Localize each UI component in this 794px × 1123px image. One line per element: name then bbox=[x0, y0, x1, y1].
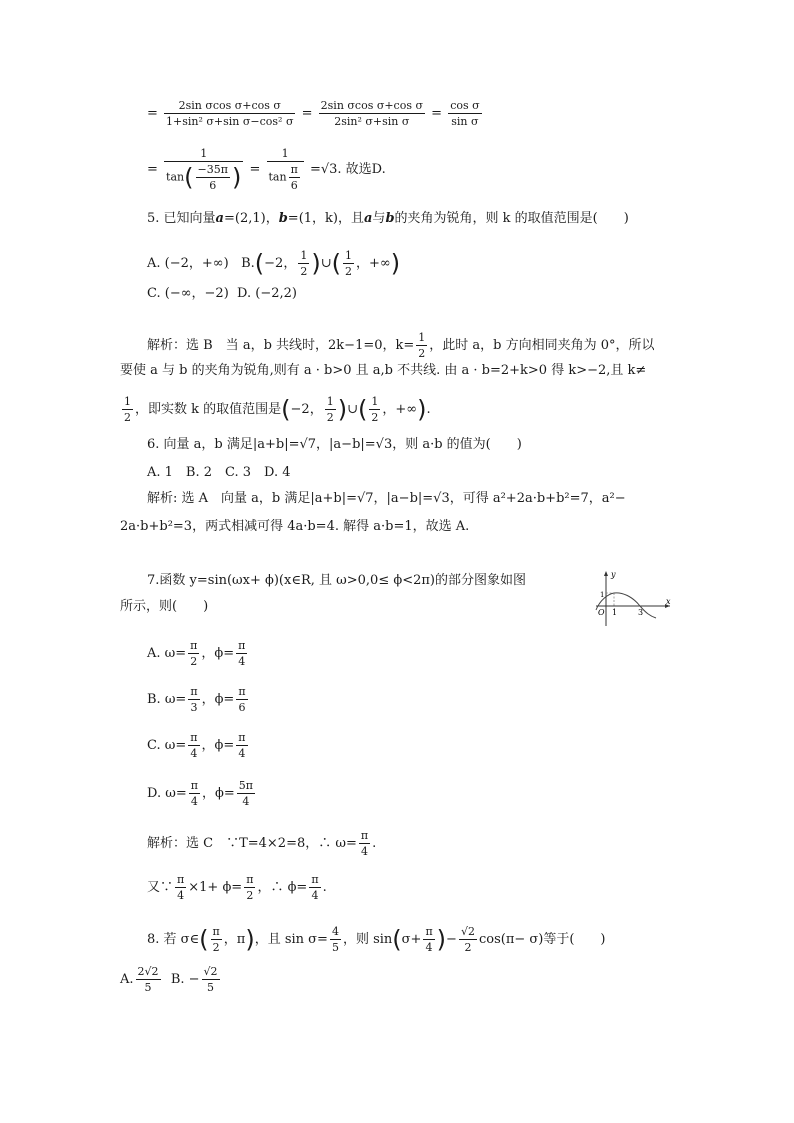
paren: ) bbox=[231, 163, 242, 192]
vector-b: b bbox=[385, 211, 395, 226]
phi-num: π bbox=[238, 731, 246, 744]
fraction-1-num: 2sin σcos σ+cos σ bbox=[164, 98, 295, 114]
q8-text: cos(π− σ)等于( ) bbox=[478, 932, 606, 947]
omega-den: 4 bbox=[360, 845, 368, 858]
coef-frac bbox=[459, 924, 477, 955]
omega-num: π bbox=[360, 829, 369, 842]
omega-den: 3 bbox=[190, 701, 198, 714]
sin-den: 5 bbox=[331, 941, 339, 954]
coef-den: 2 bbox=[464, 941, 472, 954]
q6-solution-text: 2a·b+b²=3，两式相减可得 4a·b=4. 解得 a·b=1，故选 A. bbox=[120, 519, 470, 534]
omega-frac bbox=[188, 730, 199, 761]
option-label: A. bbox=[147, 646, 161, 661]
q6-stem-text: 6. 向量 a，b 满足|a+b|=√7，|a−b|=√3，则 a·b 的值为( ) bbox=[147, 437, 522, 452]
half-den: 2 bbox=[300, 265, 308, 278]
equals-sign: = bbox=[301, 106, 313, 121]
coef-num: √2 bbox=[460, 925, 475, 938]
vector-a: a bbox=[363, 211, 373, 226]
q5-solution-text: ，即实数 k 的取值范围是 bbox=[135, 402, 282, 417]
q7-stem-text: 所示，则( ) bbox=[120, 599, 209, 614]
paren: ( bbox=[281, 395, 291, 424]
opt-den: 5 bbox=[144, 981, 152, 994]
half-frac bbox=[122, 394, 133, 425]
equals-sign: = bbox=[431, 106, 443, 121]
tan-label: tan bbox=[166, 170, 185, 184]
union-symbol: ∪ bbox=[320, 256, 332, 271]
phi-frac bbox=[236, 638, 247, 669]
q7-solution-text: 又∵ bbox=[147, 880, 174, 895]
paren: ( bbox=[254, 249, 265, 278]
omega-num: π bbox=[190, 779, 198, 792]
paren: ( bbox=[331, 249, 341, 278]
inner-frac bbox=[289, 162, 300, 193]
q6-solution-1 bbox=[147, 490, 626, 508]
minus: − bbox=[446, 932, 457, 947]
omega-eq: ω= bbox=[164, 646, 187, 661]
pi-frac bbox=[211, 924, 222, 955]
inner-frac bbox=[196, 162, 230, 193]
q6-options bbox=[147, 464, 291, 482]
inner-den: 6 bbox=[209, 179, 217, 192]
phi-den: 4 bbox=[242, 795, 250, 808]
fraction-1 bbox=[164, 98, 295, 129]
q7-solution-1 bbox=[147, 828, 376, 859]
fraction-2-num: 2sin σcos σ+cos σ bbox=[320, 99, 423, 112]
solution-line-1 bbox=[147, 98, 484, 129]
fraction-1-den: 1+sin² σ+sin σ−cos² σ bbox=[166, 115, 294, 128]
q5-solution-text: 要使 a 与 b 的夹角为锐角,则有 a · b>0 且 a,b 不共线. 由 a · b=2+k>0 得 k>−2,且 k≠ bbox=[120, 363, 647, 378]
q7-solution-text: ×1+ ϕ= bbox=[188, 880, 243, 895]
q8-stem bbox=[147, 924, 605, 955]
half-den: 2 bbox=[344, 265, 352, 278]
q5-option-d: D. (−2,2) bbox=[237, 286, 297, 301]
phi-eq: ，ϕ= bbox=[201, 646, 235, 661]
q7-stem-2 bbox=[120, 598, 208, 616]
omega-eq: ω= bbox=[164, 738, 187, 753]
phi-den: 4 bbox=[238, 655, 246, 668]
half-den: 2 bbox=[124, 411, 131, 424]
q8-option-b-frac bbox=[202, 964, 220, 995]
fraction-g1-den bbox=[164, 162, 243, 193]
omega-frac bbox=[359, 828, 370, 859]
q7-option-b bbox=[147, 684, 250, 715]
q5-stem-text: 的夹角为锐角，则 k 的取值范围是( ) bbox=[394, 211, 629, 226]
pi-frac bbox=[309, 872, 320, 903]
half-num: 1 bbox=[124, 395, 131, 408]
vector-a: a bbox=[215, 211, 224, 226]
pi-num: π bbox=[425, 925, 433, 938]
tan-label: tan bbox=[268, 170, 287, 184]
q5-option-a: A. (−2，+∞) bbox=[147, 256, 229, 271]
y-label: y bbox=[611, 570, 616, 579]
half-den: 2 bbox=[326, 411, 334, 424]
omega-eq: ω= bbox=[165, 786, 187, 801]
q5-options-ab bbox=[147, 248, 400, 279]
option-label: D. bbox=[147, 786, 162, 801]
q8-text: 8. 若 σ∈ bbox=[147, 932, 200, 947]
q8-text: ，π bbox=[223, 932, 246, 947]
phi-eq: ，ϕ= bbox=[201, 738, 235, 753]
q5-solution-2 bbox=[120, 362, 646, 380]
q5-option-c: C. (−∞，−2) bbox=[147, 286, 229, 301]
phi-frac bbox=[236, 684, 247, 715]
pi-den: 4 bbox=[425, 941, 433, 954]
fraction-3 bbox=[448, 98, 481, 129]
half-num: 1 bbox=[344, 249, 352, 262]
inner-num: −35π bbox=[197, 163, 228, 176]
phi-eq: ，ϕ= bbox=[201, 692, 235, 707]
omega-eq: ω= bbox=[164, 692, 187, 707]
phi-frac bbox=[237, 778, 255, 809]
q5-solution-text: 解析：选 B 当 a，b 共线时，2k−1=0，k= bbox=[147, 338, 415, 353]
pi-den: 4 bbox=[311, 889, 319, 902]
omega-frac bbox=[188, 638, 199, 669]
q8-option-a-label: A. bbox=[120, 972, 134, 987]
q7-option-d bbox=[147, 778, 257, 809]
paren: ) bbox=[337, 395, 348, 424]
q5-solution-1 bbox=[147, 330, 655, 361]
fraction-g1-num: 1 bbox=[164, 146, 243, 162]
pi-den: 4 bbox=[177, 889, 185, 902]
inner-den: 6 bbox=[290, 179, 298, 192]
tick-3-label: 3 bbox=[638, 608, 644, 617]
omega-den: 2 bbox=[190, 655, 198, 668]
option-label: B. bbox=[147, 692, 161, 707]
vector-b: b bbox=[278, 211, 288, 226]
fraction-3-den: sin σ bbox=[451, 115, 479, 128]
paren: ( bbox=[357, 395, 368, 424]
phi-num: π bbox=[238, 639, 246, 652]
q8-option-a-frac bbox=[136, 964, 161, 995]
conclusion-text: =√3. 故选D. bbox=[309, 162, 386, 177]
q7-solution-text: 解析：选 C ∵T=4×2=8，∴ ω= bbox=[147, 836, 357, 851]
q5-option-b-text: ，+∞ bbox=[355, 256, 391, 271]
period: . bbox=[372, 836, 377, 851]
solution-line-2 bbox=[147, 146, 386, 193]
phi-eq: ，ϕ= bbox=[201, 786, 235, 801]
q7-option-c bbox=[147, 730, 250, 761]
half-frac bbox=[343, 248, 354, 279]
omega-den: 4 bbox=[190, 747, 198, 760]
sin-num: 4 bbox=[331, 925, 339, 938]
half-den: 2 bbox=[371, 411, 379, 424]
q5-stem-text: 与 bbox=[372, 211, 386, 226]
q5-option-b-text: −2， bbox=[264, 256, 297, 271]
q5-stem-text: 5. 已知向量 bbox=[147, 211, 216, 226]
q8-text: σ+ bbox=[401, 932, 422, 947]
fraction-g2-num: 1 bbox=[267, 146, 304, 162]
paren: ) bbox=[311, 249, 321, 278]
paren: ( bbox=[184, 163, 194, 192]
inner-num: π bbox=[290, 163, 298, 176]
q6-solution-2 bbox=[120, 518, 469, 536]
equals-sign: = bbox=[147, 162, 158, 177]
opt-num: 2√2 bbox=[137, 965, 159, 978]
fraction-g1 bbox=[164, 146, 243, 193]
q5-solution-text: ，此时 a，b 方向相同夹角为 0°，所以 bbox=[429, 338, 655, 353]
pi-num: π bbox=[311, 873, 319, 886]
q8-option-b-label: B. − bbox=[170, 972, 200, 987]
period: . bbox=[322, 880, 327, 895]
half-num: 1 bbox=[326, 395, 334, 408]
q5-stem bbox=[147, 210, 629, 228]
pi-frac bbox=[244, 872, 255, 903]
opt-den: 5 bbox=[207, 981, 215, 994]
q7-solution-text: ，∴ ϕ= bbox=[257, 880, 308, 895]
paren: ( bbox=[199, 925, 209, 954]
q8-text: ，且 sin σ= bbox=[254, 932, 328, 947]
half-frac bbox=[369, 394, 380, 425]
x-label: x bbox=[666, 597, 671, 606]
paren: ) bbox=[245, 925, 255, 954]
tick-1-label: 1 bbox=[612, 608, 618, 617]
pi-num: π bbox=[212, 925, 220, 938]
q5-interval-text: ，+∞ bbox=[382, 402, 418, 417]
q5-options-cd bbox=[147, 285, 297, 303]
y-tick-label: 1 bbox=[600, 591, 605, 599]
q8-text: ，则 sin bbox=[342, 932, 393, 947]
q7-solution-2 bbox=[147, 872, 327, 903]
q5-option-b-label: B. bbox=[241, 256, 255, 271]
paren: ( bbox=[392, 925, 402, 954]
q5-stem-text: =(2,1)， bbox=[223, 211, 279, 226]
pi-frac bbox=[423, 924, 434, 955]
pi-num: π bbox=[246, 873, 254, 886]
half-num: 1 bbox=[418, 331, 426, 344]
equals-sign: = bbox=[249, 162, 261, 177]
opt-num: √2 bbox=[203, 965, 218, 978]
half-num: 1 bbox=[371, 395, 379, 408]
paren: ) bbox=[390, 249, 401, 278]
y-axis-arrow bbox=[604, 571, 608, 576]
pi-den: 2 bbox=[246, 889, 254, 902]
q5-interval-text: −2， bbox=[290, 402, 323, 417]
pi-frac bbox=[175, 872, 186, 903]
q6-solution-text: 解析: 选 A 向量 a，b 满足|a+b|=√7，|a−b|=√3，可得 a²+2a·b+b²=7，a²− bbox=[147, 491, 626, 506]
paren: ) bbox=[417, 395, 427, 424]
omega-den: 4 bbox=[190, 795, 198, 808]
equals-sign: = bbox=[147, 106, 158, 121]
option-label: C. bbox=[147, 738, 161, 753]
fraction-2-den: 2sin² σ+sin σ bbox=[334, 115, 410, 128]
q8-options bbox=[120, 964, 222, 995]
half-den: 2 bbox=[418, 347, 426, 360]
phi-num: π bbox=[238, 685, 246, 698]
phi-den: 6 bbox=[238, 701, 246, 714]
q6-options-text: A. 1 B. 2 C. 3 D. 4 bbox=[147, 465, 291, 480]
union-symbol: ∪ bbox=[347, 402, 358, 417]
q5-solution-3 bbox=[120, 394, 431, 425]
half-num: 1 bbox=[300, 249, 308, 262]
omega-frac bbox=[188, 684, 199, 715]
origin-label: O bbox=[598, 608, 605, 617]
omega-frac bbox=[189, 778, 200, 809]
omega-num: π bbox=[190, 639, 198, 652]
q7-sine-graph bbox=[594, 568, 674, 628]
fraction-3-num: cos σ bbox=[450, 99, 480, 112]
period: . bbox=[426, 402, 431, 417]
sine-curve bbox=[596, 593, 656, 618]
q5-stem-text: =(1，k)，且 bbox=[287, 211, 364, 226]
q6-stem bbox=[147, 436, 522, 454]
half-frac bbox=[325, 394, 336, 425]
half-frac bbox=[416, 330, 427, 361]
phi-num: 5π bbox=[238, 779, 253, 792]
omega-num: π bbox=[190, 731, 198, 744]
pi-num: π bbox=[177, 873, 185, 886]
fraction-2 bbox=[319, 98, 425, 129]
pi-den: 2 bbox=[212, 941, 220, 954]
omega-num: π bbox=[190, 685, 198, 698]
q7-option-a bbox=[147, 638, 249, 669]
q7-stem-text: 7.函数 y=sin(ωx+ ϕ)(x∈R, 且 ω>0,0≤ ϕ<2π)的部分图象如图 bbox=[147, 573, 526, 588]
fraction-g2 bbox=[267, 146, 304, 193]
fraction-g2-den bbox=[267, 162, 304, 193]
half-frac bbox=[298, 248, 309, 279]
sin-frac bbox=[330, 924, 341, 955]
phi-frac bbox=[236, 730, 247, 761]
phi-den: 4 bbox=[238, 747, 246, 760]
q7-stem-1 bbox=[147, 572, 526, 590]
paren: ) bbox=[436, 925, 447, 954]
